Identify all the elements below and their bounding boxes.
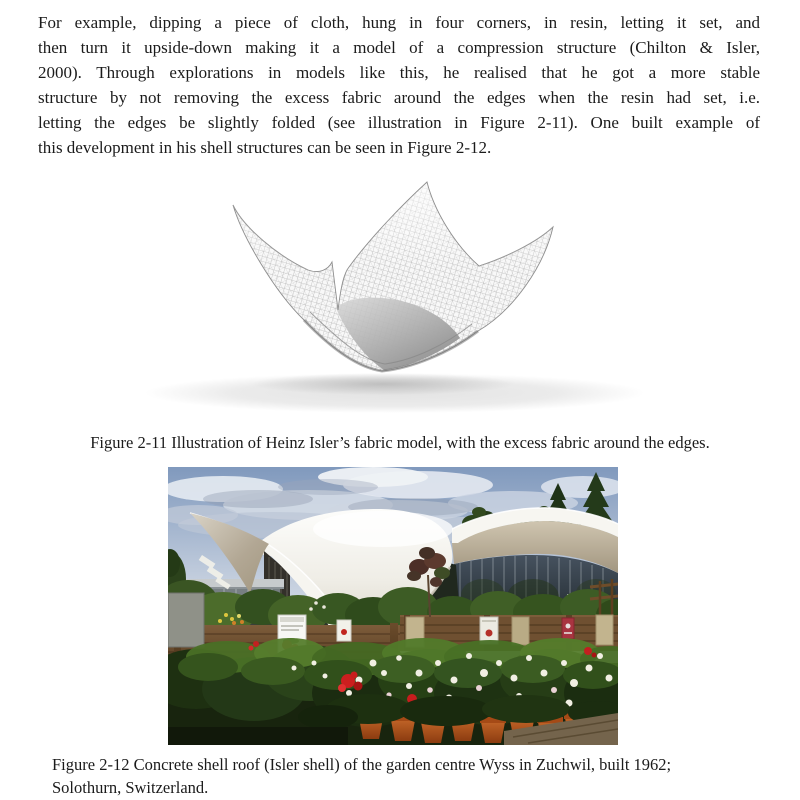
body-paragraph: [0, 0, 800, 160]
caption-line: Solothurn, Switzerland.: [52, 778, 209, 797]
figure-2-11-caption: Figure 2-11 Illustration of Heinz Isler’s fabric model, with the excess fabric around the edges.: [90, 433, 710, 452]
caption-line: Figure 2-12 Concrete shell roof (Isler shell) of the garden centre Wyss in Zuchwil, built 1962;: [52, 755, 672, 774]
paragraph-line: structure by not removing the excess fabric around the edges when the resin had set, i.e.: [38, 88, 760, 107]
shadow-strip: [168, 727, 348, 745]
figure-2-11: [140, 174, 660, 414]
paragraph-line: this development in his shell structures can be seen in Figure 2-12.: [38, 138, 492, 157]
paragraph-line: 2000). Through explorations in models like this, he realised that he got a more stable: [38, 63, 760, 82]
paragraph-line: For example, dipping a piece of cloth, hung in four corners, in resin, letting it set, and: [38, 13, 760, 32]
fabric-model-wireframe-illustration: [140, 174, 660, 414]
fabric-shell-mesh: [233, 182, 553, 371]
small-sign: [480, 617, 498, 644]
paragraph-line: letting the edges be slightly folded (see illustration in Figure 2-11). One built example of: [38, 113, 760, 132]
paragraph-line: then turn it upside-down making it a model of a compression structure (Chilton & Isler,: [38, 38, 760, 57]
garden-centre-shell-roof-photo: [168, 467, 618, 745]
small-sign: [337, 620, 351, 641]
figure-2-12-caption: [52, 753, 760, 799]
figure-2-12: [168, 467, 618, 745]
small-sign: [562, 618, 574, 639]
cast-shadow: [251, 373, 515, 395]
gray-panel: [168, 593, 204, 647]
